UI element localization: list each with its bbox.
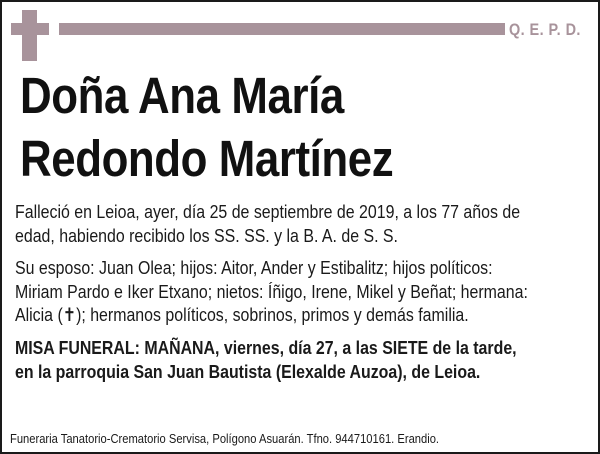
funeral-mass-paragraph [15,336,565,383]
death-notice-line: Falleció en Leioa, ayer, día 25 de septiembre de 2019, a los 77 años de [15,201,521,222]
header-divider-bar [59,23,505,35]
funeral-line: MISA FUNERAL: MAÑANA, viernes, día 27, a las SIETE de la tarde, [15,337,517,358]
funeral-line: en la parroquia San Juan Bautista (Elexalde Auzoa), de Leioa. [15,360,481,382]
family-line: Alicia (✝); hermanos políticos, sobrinos, primos y demás familia. [15,304,469,325]
family-paragraph [15,256,565,327]
deceased-name-line1: Doña Ana María [20,67,344,124]
cross-vertical-bar [22,10,37,61]
death-notice-line: edad, habiendo recibido los SS. SS. y la B. A. de S. S. [15,224,398,246]
family-line: Miriam Pardo e Iker Etxano; nietos: Íñigo, Irene, Mikel y Beñat; hermana: [15,280,528,302]
family-line: Su esposo: Juan Olea; hijos: Aitor, Ander y Estibalitz; hijos políticos: [15,257,493,278]
qepd-label: Q. E. P. D. [509,20,581,39]
cross-horizontal-bar [11,23,49,35]
funeral-home-footer: Funeraria Tanatorio-Crematorio Servisa, Polígono Asuarán. Tfno. 944710161. Erandio. [10,431,440,446]
death-notice-paragraph [15,200,565,247]
deceased-name-line2: Redondo Martínez [20,130,394,187]
